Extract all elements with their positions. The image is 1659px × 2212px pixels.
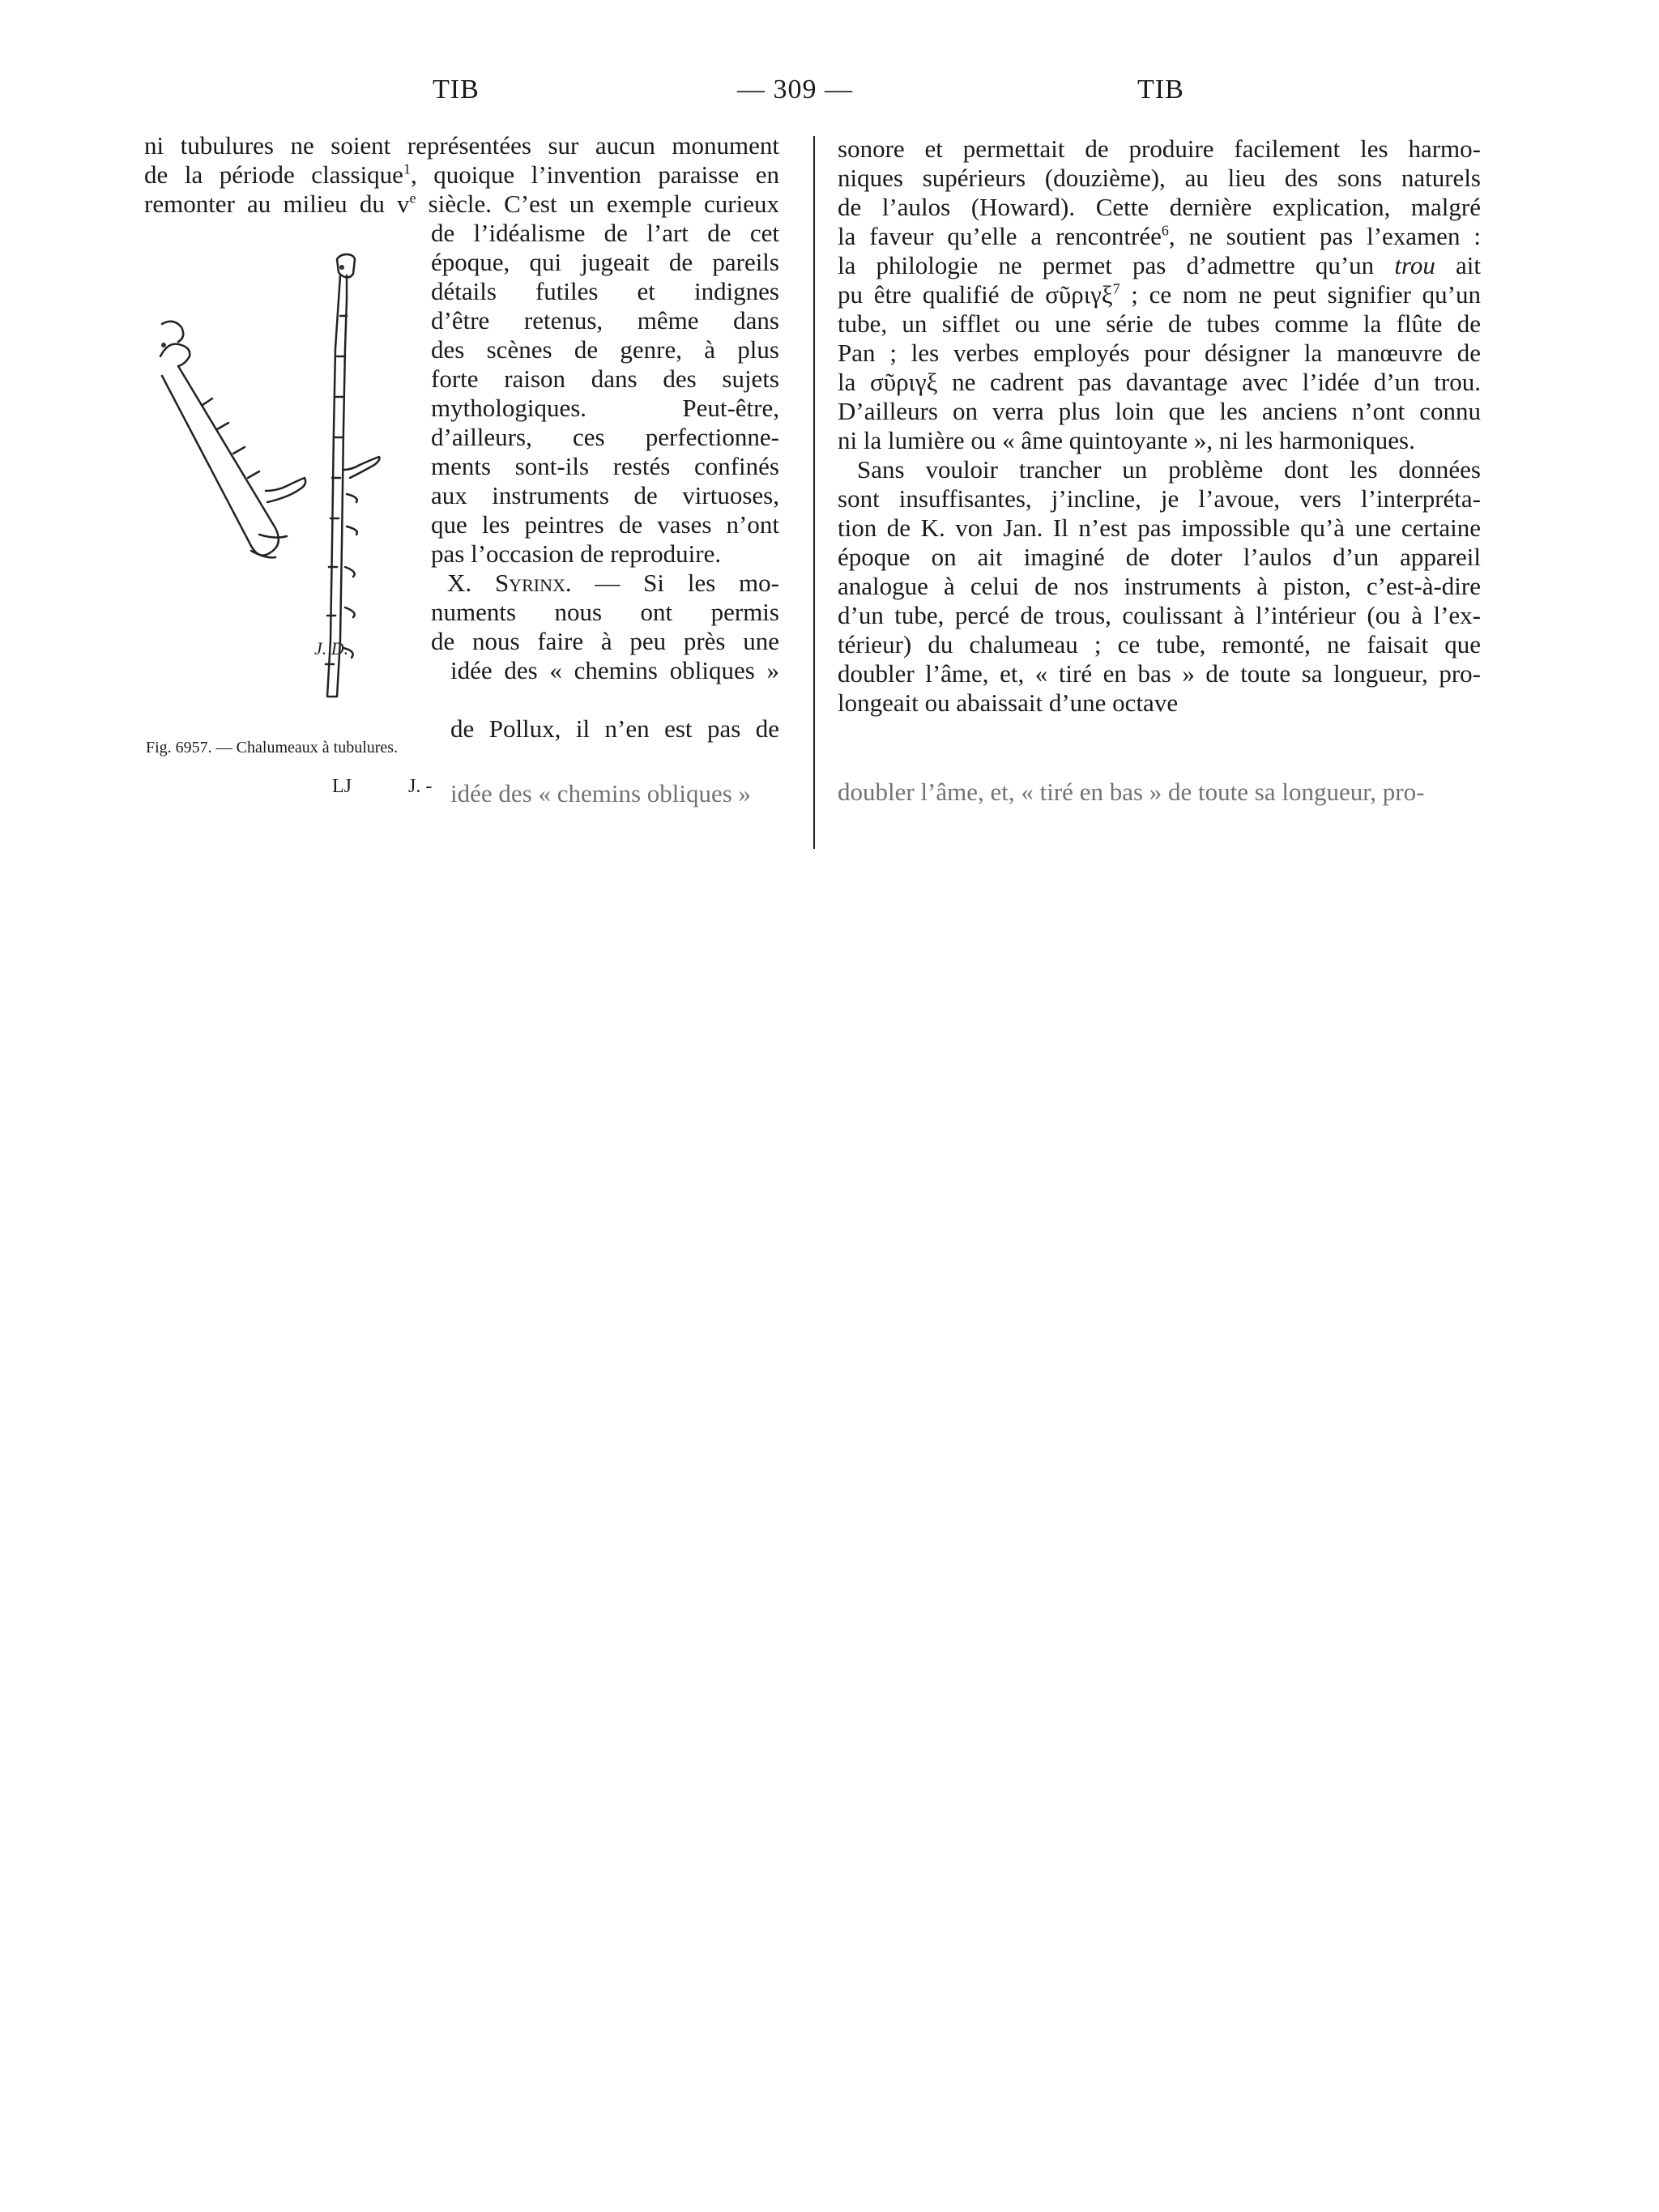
right-line-16: analogue à celui de nos instruments à piston, c’est-à-dire [838,572,1481,600]
right-ghost-line: doubler l’âme, et, « tiré en bas » de toute sa longueur, pro- [838,778,1425,806]
left-line-16: X. Syrinx. — Si les mo- [447,569,779,597]
right-line-11: ni la lumière ou « âme quintoyante », ni les harmoniques. [838,426,1415,454]
right-line-1: sonore et permettait de produire facilement les harmo- [838,134,1481,163]
right-line-2: niques supérieurs (douzième), au lieu des sons naturels [838,164,1481,192]
left-line-5: époque, qui jugeait de pareils [431,248,779,276]
left-line-10: mythologiques. Peut-être, [431,394,779,422]
right-line-6: pu être qualifié de σῦριγξ$^7$ ; ce nom ne peut signifier qu’un [838,280,1481,309]
left-line-3: remonter au milieu du $v^e$ siècle. C’est un exemple curieux [144,190,779,218]
left-line-19: idée des « chemins obliques » [450,656,779,684]
left-line-13: aux instruments de virtuoses, [431,481,779,509]
left-line-1: ni tubulures ne soient représentées sur aucun monument [144,131,779,160]
right-line-17: d’un tube, percé de trous, coulissant à l’intérieur (ou à l’ex- [838,601,1481,629]
left-line-8: des scènes de genre, à plus [431,335,779,364]
left-line-9: forte raison dans des sujets [431,364,779,393]
left-line-4: de l’idéalisme de l’art de cet [431,219,779,247]
right-line-18: térieur) du chalumeau ; ce tube, remonté, ne faisait que [838,630,1481,658]
left-line-11: d’ailleurs, ces perfectionne- [431,423,779,451]
running-head-left: TIB [433,75,480,104]
right-line-13: sont insuffisantes, j’incline, je l’avoue, vers l’interpréta- [838,484,1481,513]
right-line-14: tion de K. von Jan. Il n’est pas impossible qu’à une certaine [838,514,1481,542]
left-line-7: d’être retenus, même dans [431,306,779,335]
right-line-8: Pan ; les verbes employés pour désigner la manœuvre de [838,339,1481,367]
right-line-10: D’ailleurs on verra plus loin que les anciens n’ont connu [838,397,1481,425]
page-number: — 309 — [737,75,853,104]
left-line-2: de la période classique$^1$, quoique l’invention paraisse en [144,160,780,189]
right-line-15: époque on ait imaginé de doter l’aulos d’un appareil [838,543,1481,571]
right-line-12: Sans vouloir trancher un problème dont les données [857,455,1481,484]
left-ghost-line: idée des « chemins obliques » [450,779,752,808]
left-line-18: de nous faire à peu près une [431,627,779,655]
left-line-14: que les peintres de vases n’ont [431,510,779,539]
left-line-20: de Pollux, il n’en est pas de [450,714,779,743]
figure-caption: Fig. 6957. — Chalumeaux à tubulures. [146,739,399,757]
right-line-20: longeait ou abaissait d’une octave [838,688,1179,717]
figure-chalumeaux [138,243,413,729]
running-head-right: TIB [1137,75,1184,104]
right-line-3: de l’aulos (Howard). Cette dernière explication, malgré [838,193,1481,221]
right-line-4: la faveur qu’elle a rencontrée$^6$, ne soutient pas l’examen : [838,222,1481,250]
right-line-7: tube, un sifflet ou une série de tubes comme la flûte de [838,309,1481,338]
left-line-12: ments sont-ils restés confinés [431,452,779,480]
column-divider [813,136,815,849]
figure-signature: J. D. [314,638,349,658]
right-line-9: la σῦριγξ ne cadrent pas davantage avec l’idée d’un trou. [838,368,1481,396]
left-line-17: numents nous ont permis [431,598,779,626]
left-ghost-mark: LJ [332,776,352,797]
left-line-6: détails futiles et indignes [431,277,779,305]
left-line-15: pas l’occasion de reproduire. [431,539,722,568]
right-line-19: doubler l’âme, et, « tiré en bas » de toute sa longueur, pro- [838,659,1481,688]
right-line-5: la philologie ne permet pas d’admettre qu’un trou ait [838,251,1481,279]
left-ghost-mark-2: J. - [408,776,433,797]
